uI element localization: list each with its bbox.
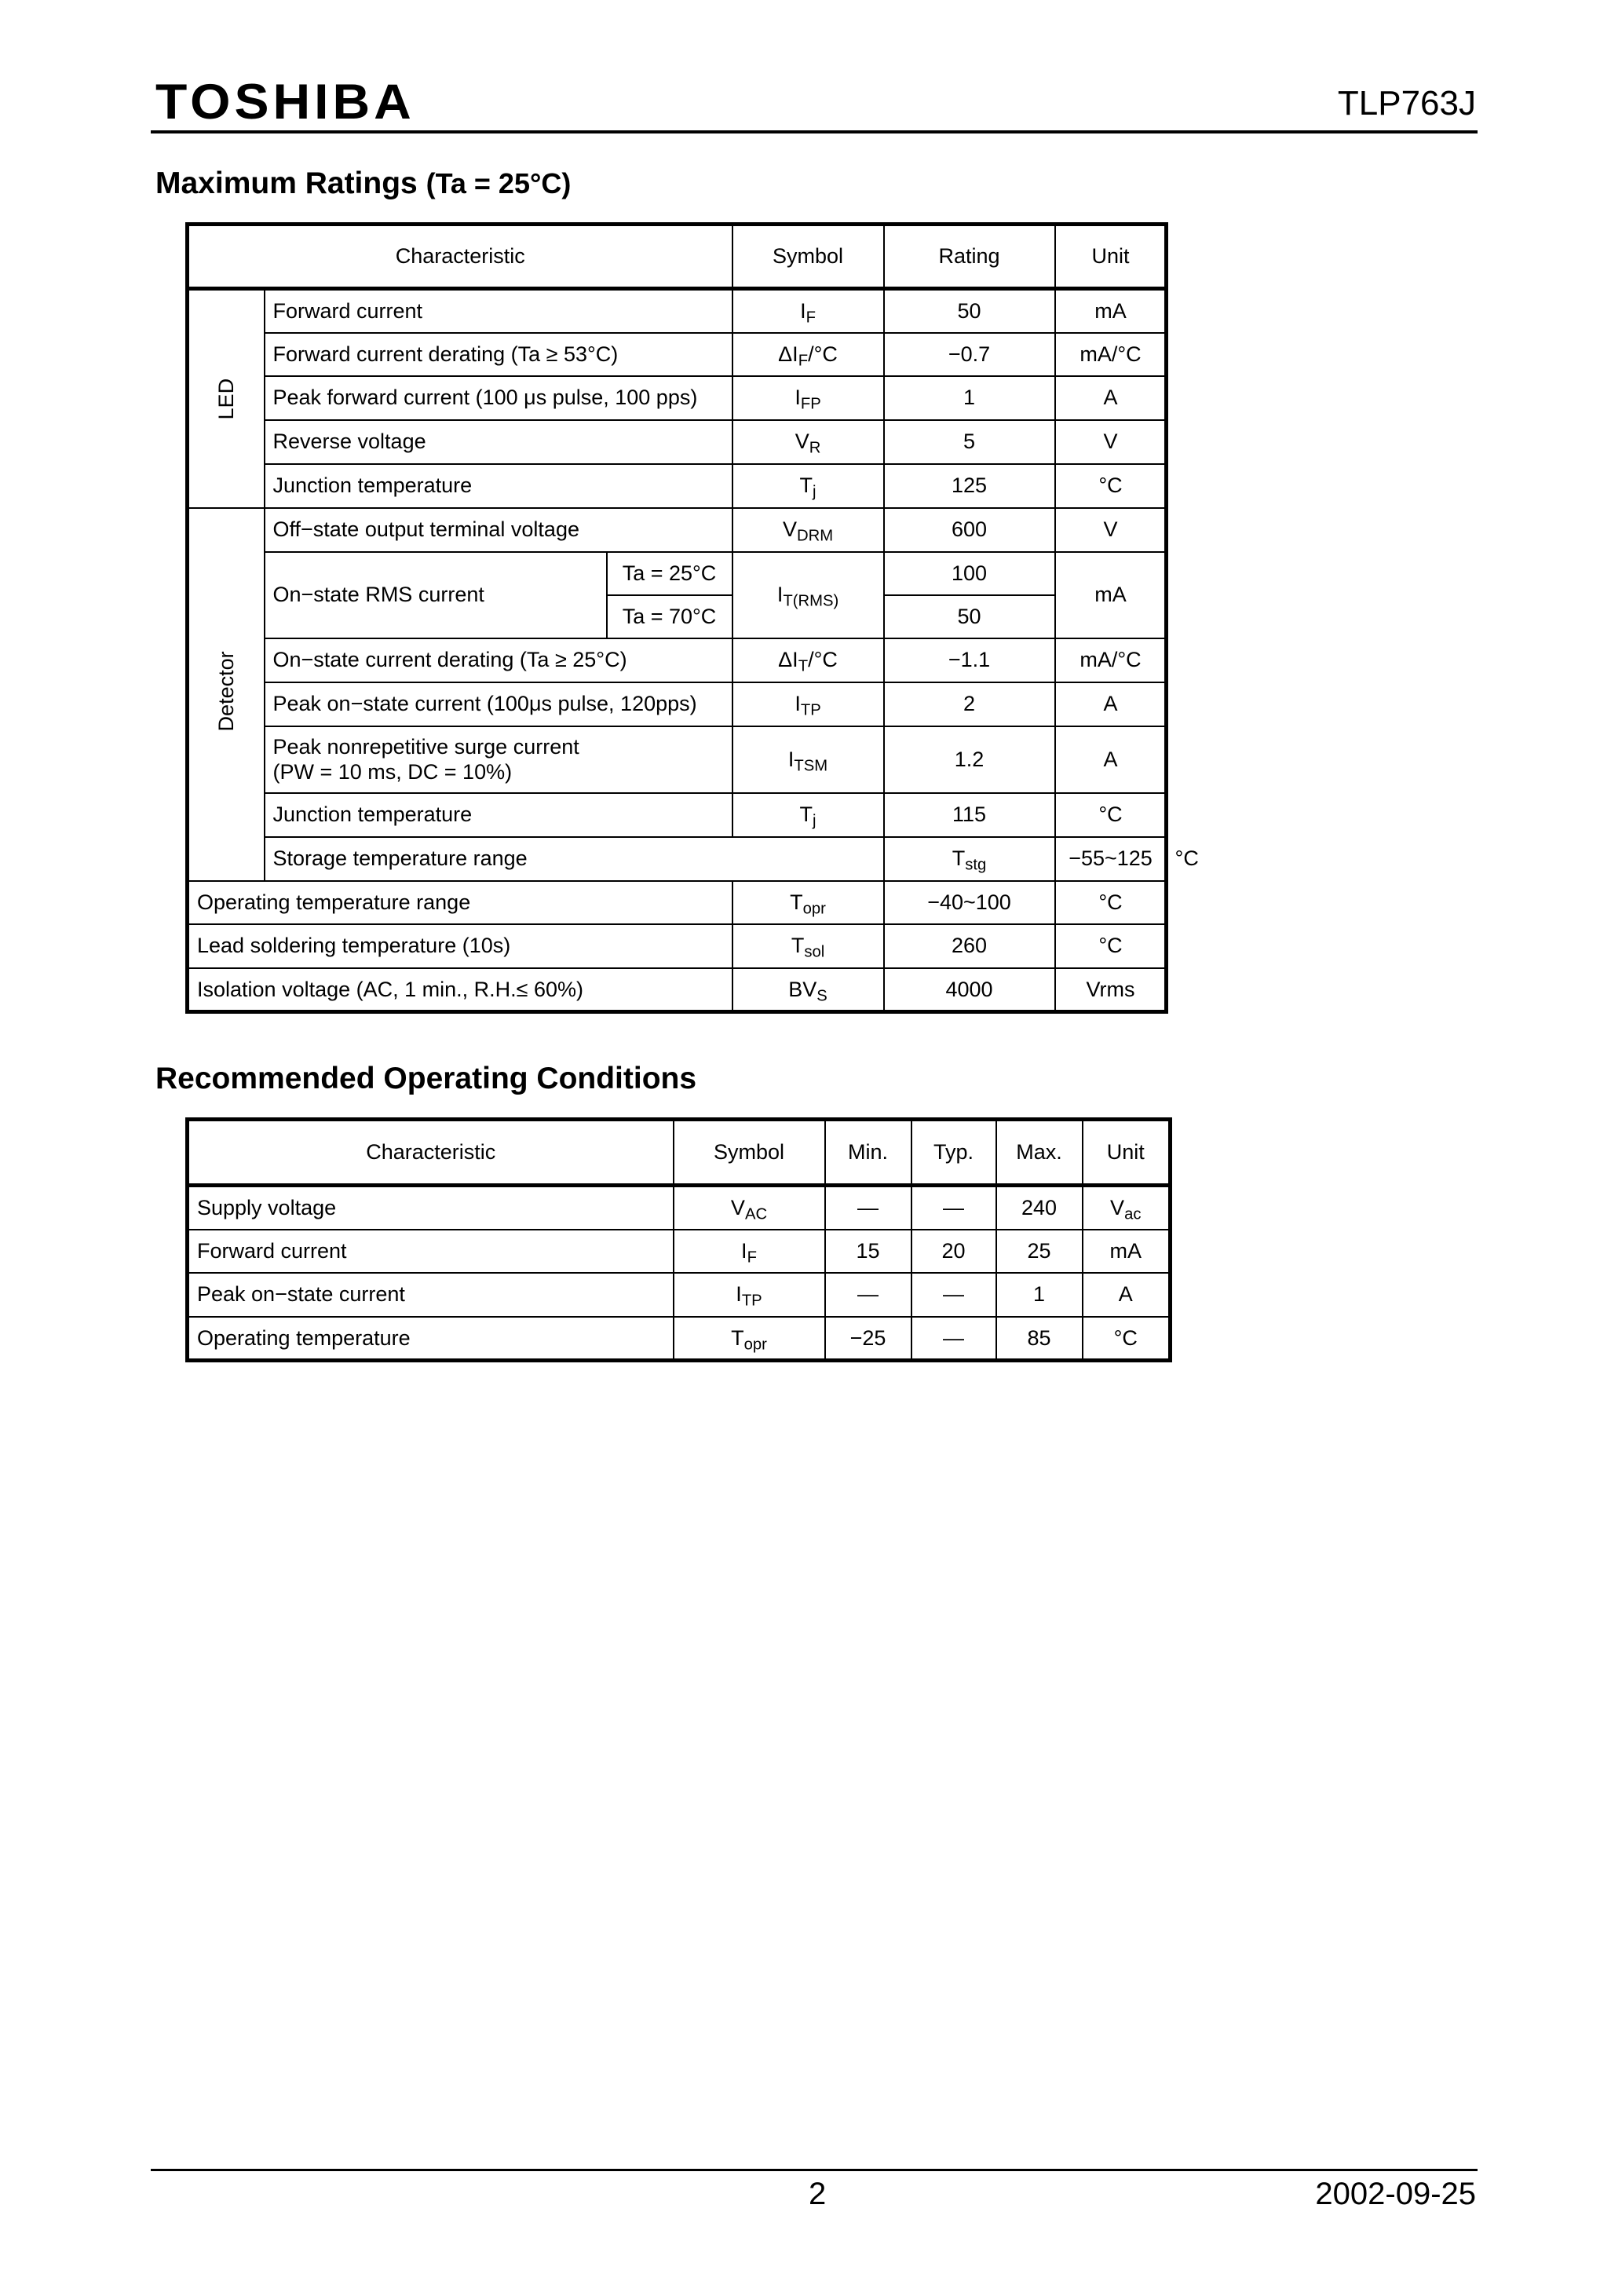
cell-rating: 260 <box>884 924 1055 968</box>
symbol-subscript: R <box>809 439 821 457</box>
max-ratings-title <box>155 168 571 199</box>
symbol-text: T <box>799 803 813 827</box>
group-detector-label: Detector <box>214 651 239 732</box>
cell-unit: °C <box>1055 464 1167 508</box>
symbol-subscript: F <box>747 1249 757 1267</box>
table-row <box>188 793 1167 837</box>
symbol-text: V <box>782 517 797 542</box>
cell-characteristic: Junction temperature <box>265 793 732 837</box>
cell-rating: 100 <box>884 552 1055 595</box>
cell-unit <box>1083 1273 1171 1317</box>
cell-characteristic: Peak on−state current (100μs pulse, 120pps) <box>265 682 732 726</box>
cell-unit: mA <box>1055 289 1167 333</box>
group-led <box>188 289 265 508</box>
cell-characteristic: Operating temperature range <box>188 881 732 924</box>
table-row <box>188 1230 1171 1273</box>
cell-characteristic: Supply voltage <box>188 1186 674 1230</box>
cell-typ: — <box>911 1273 996 1317</box>
col-max: Max. <box>996 1120 1083 1186</box>
symbol-subscript: stg <box>965 856 987 874</box>
cell-unit: mA/°C <box>1055 638 1167 682</box>
cell-characteristic: Reverse voltage <box>265 420 732 464</box>
symbol-text: T <box>731 1325 744 1350</box>
table-row <box>188 508 1167 552</box>
symbol-text: I <box>741 1238 747 1263</box>
part-number: TLP763J <box>1337 84 1476 122</box>
cell-symbol <box>884 837 1055 881</box>
cell-symbol <box>732 552 884 638</box>
col-unit: Unit <box>1055 225 1167 289</box>
cell-typ: — <box>911 1317 996 1361</box>
cell-symbol <box>732 726 884 793</box>
table-row <box>188 289 1167 333</box>
footer-rule <box>151 2169 1478 2171</box>
col-symbol: Symbol <box>674 1120 825 1186</box>
cell-unit: mA/°C <box>1055 333 1167 376</box>
symbol-text: T <box>799 473 813 498</box>
table-row <box>188 376 1167 420</box>
cell-symbol <box>674 1317 825 1361</box>
table-row <box>188 1186 1171 1230</box>
cell-characteristic: Isolation voltage (AC, 1 min., R.H.≤ 60%) <box>188 968 732 1012</box>
cell-rating: 600 <box>884 508 1055 552</box>
symbol-text: V <box>795 430 809 454</box>
cell-characteristic: On−state RMS current <box>265 552 607 638</box>
cell-unit <box>1083 1317 1171 1361</box>
symbol-subscript: S <box>816 987 827 1005</box>
symbol-text: ΔI <box>778 342 798 366</box>
characteristic-line-2: (PW = 10 ms, DC = 10%) <box>272 760 513 784</box>
cell-min: −25 <box>825 1317 911 1361</box>
cell-typ: — <box>911 1186 996 1230</box>
cell-symbol <box>732 376 884 420</box>
unit-subscript: ac <box>1124 1205 1142 1223</box>
symbol-text: I <box>787 747 795 771</box>
cell-symbol <box>732 924 884 968</box>
cell-symbol <box>732 968 884 1012</box>
symbol-suffix: /°C <box>808 342 838 366</box>
table-row <box>188 726 1167 793</box>
rec-conditions-title: Recommended Operating Conditions <box>155 1062 697 1095</box>
unit-text: V <box>1110 1196 1125 1220</box>
group-led-label: LED <box>214 378 239 420</box>
cell-min: 15 <box>825 1230 911 1273</box>
cell-symbol <box>732 638 884 682</box>
unit-text: mA <box>1109 1238 1142 1263</box>
cell-min: — <box>825 1186 911 1230</box>
table-row <box>188 464 1167 508</box>
max-ratings-title-condition: (Ta = 25°C) <box>426 167 572 199</box>
col-typ: Typ. <box>911 1120 996 1186</box>
cell-rating: 115 <box>884 793 1055 837</box>
cell-characteristic: Peak forward current (100 μs pulse, 100 pps) <box>265 376 732 420</box>
cell-symbol <box>732 420 884 464</box>
cell-symbol <box>732 508 884 552</box>
max-ratings-table <box>185 222 1199 1014</box>
symbol-subscript: TSM <box>794 757 828 775</box>
cell-rating: 1.2 <box>884 726 1055 793</box>
symbol-subscript: opr <box>802 900 826 918</box>
cell-symbol <box>732 881 884 924</box>
symbol-text: V <box>730 1196 745 1220</box>
table-row <box>188 1273 1171 1317</box>
cell-unit: A <box>1055 682 1167 726</box>
cell-characteristic: On−state current derating (Ta ≥ 25°C) <box>265 638 732 682</box>
cell-characteristic: Forward current <box>188 1230 674 1273</box>
cell-unit: °C <box>1055 793 1167 837</box>
cell-max: 85 <box>996 1317 1083 1361</box>
symbol-subscript: j <box>813 812 816 830</box>
cell-characteristic: Peak on−state current <box>188 1273 674 1317</box>
toshiba-logo: TOSHIBA <box>155 74 415 130</box>
cell-unit: A <box>1055 376 1167 420</box>
cell-rating: 50 <box>884 289 1055 333</box>
cell-characteristic: Forward current <box>265 289 732 333</box>
symbol-subscript: TP <box>741 1292 762 1310</box>
symbol-subscript: F <box>798 352 809 370</box>
table-row <box>188 682 1167 726</box>
cell-typ: 20 <box>911 1230 996 1273</box>
cell-unit: °C <box>1055 924 1167 968</box>
table-row: Storage temperature range $T_{stg}$ −55~125 °C <box>188 837 1167 881</box>
symbol-subscript: T <box>798 657 809 675</box>
cell-symbol <box>674 1273 825 1317</box>
cell-condition: Ta = 70°C <box>607 595 732 638</box>
cell-characteristic: Forward current derating (Ta ≥ 53°C) <box>265 333 732 376</box>
characteristic-line-1: Peak nonrepetitive surge current <box>272 734 579 759</box>
symbol-subscript: T(RMS) <box>783 592 839 610</box>
symbol-text: T <box>790 890 803 914</box>
table-row <box>188 924 1167 968</box>
cell-unit <box>1083 1186 1171 1230</box>
cell-rating: 5 <box>884 420 1055 464</box>
cell-unit: V <box>1055 420 1167 464</box>
cell-characteristic: Off−state output terminal voltage <box>265 508 732 552</box>
symbol-text: I <box>795 692 801 716</box>
col-characteristic: Characteristic <box>188 225 732 289</box>
cell-rating: 50 <box>884 595 1055 638</box>
table-row <box>188 333 1167 376</box>
symbol-text: ΔI <box>778 648 798 672</box>
unit-text: °C <box>1113 1325 1138 1350</box>
symbol-subscript: FP <box>800 395 821 413</box>
max-ratings-title-text: Maximum Ratings <box>155 166 418 200</box>
col-unit: Unit <box>1083 1120 1171 1186</box>
cell-unit: V <box>1055 508 1167 552</box>
cell-symbol <box>732 793 884 837</box>
symbol-subscript: opr <box>743 1336 767 1354</box>
cell-rating: 4000 <box>884 968 1055 1012</box>
table-row <box>188 638 1167 682</box>
symbol-text: BV <box>788 977 817 1001</box>
symbol-subscript: F <box>806 309 816 327</box>
cell-symbol <box>674 1230 825 1273</box>
cell-symbol <box>674 1186 825 1230</box>
col-min: Min. <box>825 1120 911 1186</box>
cell-rating: 125 <box>884 464 1055 508</box>
cell-unit: Vrms <box>1055 968 1167 1012</box>
cell-symbol <box>732 682 884 726</box>
cell-characteristic: Storage temperature range <box>265 837 884 881</box>
cell-rating: 1 <box>884 376 1055 420</box>
cell-characteristic: Junction temperature <box>265 464 732 508</box>
symbol-subscript: sol <box>804 943 825 961</box>
symbol-subscript: DRM <box>796 527 834 545</box>
cell-unit <box>1083 1230 1171 1273</box>
cell-rating: 2 <box>884 682 1055 726</box>
symbol-text: I <box>795 386 801 410</box>
cell-unit: °C <box>1055 881 1167 924</box>
cell-characteristic: Operating temperature <box>188 1317 674 1361</box>
cell-characteristic <box>265 726 732 793</box>
cell-min: — <box>825 1273 911 1317</box>
page-number: 2 <box>809 2177 827 2211</box>
unit-text: A <box>1118 1282 1133 1307</box>
cell-rating: −55~125 <box>1055 837 1167 881</box>
cell-rating: −0.7 <box>884 333 1055 376</box>
col-characteristic: Characteristic <box>188 1120 674 1186</box>
table-header-row <box>188 1120 1171 1186</box>
symbol-text: T <box>952 846 966 871</box>
table-row <box>188 420 1167 464</box>
cell-max: 240 <box>996 1186 1083 1230</box>
cell-characteristic: Lead soldering temperature (10s) <box>188 924 732 968</box>
symbol-subscript: TP <box>800 701 821 719</box>
symbol-text: I <box>800 299 806 324</box>
table-row <box>188 881 1167 924</box>
cell-symbol <box>732 333 884 376</box>
symbol-text: T <box>791 934 805 958</box>
table-row <box>188 968 1167 1012</box>
cell-unit: A <box>1055 726 1167 793</box>
symbol-suffix: /°C <box>808 648 838 672</box>
cell-max: 25 <box>996 1230 1083 1273</box>
symbol-subscript: AC <box>744 1205 768 1223</box>
cell-max: 1 <box>996 1273 1083 1317</box>
table-header-row <box>188 225 1167 289</box>
symbol-subscript: j <box>813 483 816 501</box>
header-rule <box>151 130 1478 133</box>
symbol-text: I <box>776 583 784 607</box>
cell-symbol <box>732 289 884 333</box>
group-detector <box>188 508 265 881</box>
symbol-text: I <box>736 1282 742 1307</box>
cell-symbol <box>732 464 884 508</box>
cell-rating: −40~100 <box>884 881 1055 924</box>
col-rating: Rating <box>884 225 1055 289</box>
cell-rating: −1.1 <box>884 638 1055 682</box>
col-symbol: Symbol <box>732 225 884 289</box>
document-date: 2002-09-25 <box>1315 2177 1476 2211</box>
table-row <box>188 1317 1171 1361</box>
cell-condition: Ta = 25°C <box>607 552 732 595</box>
table-row <box>188 552 1167 595</box>
cell-unit: mA <box>1055 552 1167 638</box>
rec-conditions-table <box>185 1117 1172 1362</box>
